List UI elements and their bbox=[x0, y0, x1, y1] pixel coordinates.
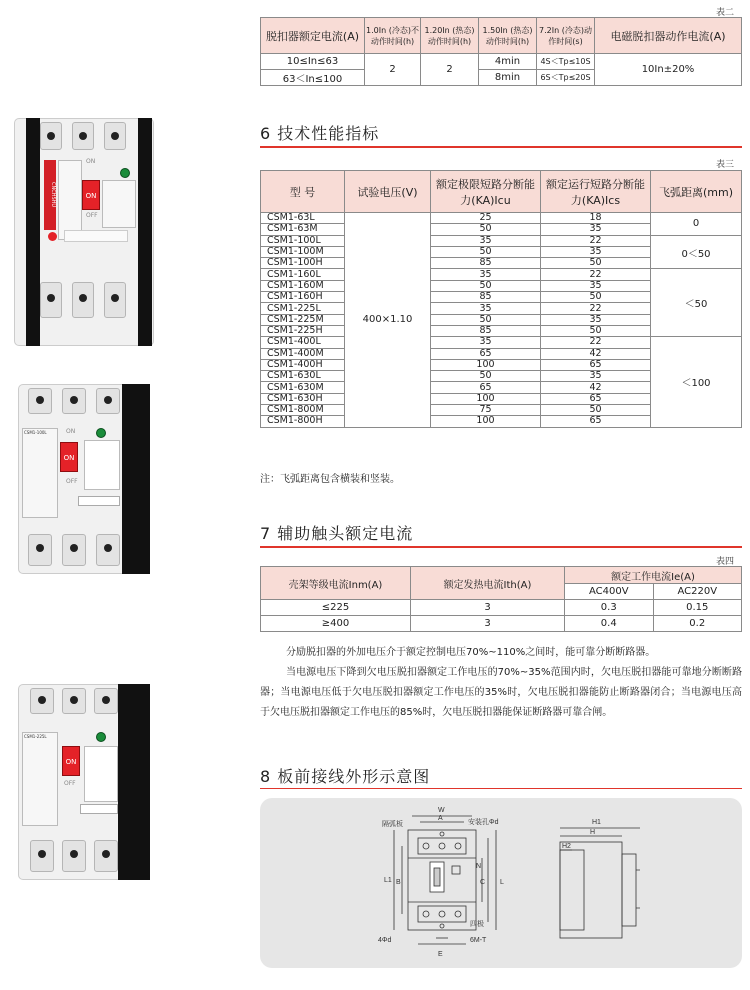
table3-row bbox=[261, 235, 742, 246]
table3-cell: 35 bbox=[431, 337, 541, 348]
table3-cell: 50 bbox=[431, 371, 541, 382]
breaker-spec-label bbox=[84, 440, 120, 490]
table2-header: 7.2In (冷态)动作时间(s) bbox=[537, 18, 595, 54]
breaker-handle: ON bbox=[62, 746, 80, 776]
table3 bbox=[260, 170, 742, 428]
table3-tag: 表三 bbox=[716, 160, 735, 170]
table4-cell: 0.4 bbox=[565, 616, 654, 632]
paragraph-1: 分励脱扣器的外加电压介于额定控制电压70%~110%之间时，能可靠分断断路器。 bbox=[286, 647, 656, 658]
table3-header: 额定运行短路分断能力(KA)Ics bbox=[541, 171, 651, 213]
table2-header: 1.50In (热态)动作时间(h) bbox=[479, 18, 537, 54]
dim-l: L bbox=[500, 879, 504, 886]
certification-mark bbox=[96, 732, 106, 742]
table2-cell: 2 bbox=[421, 54, 479, 86]
table3-cell: CSM1-225H bbox=[261, 325, 345, 336]
table3-cell: 50 bbox=[541, 325, 651, 336]
table3-cell: ＜100 bbox=[651, 337, 742, 427]
table3-cell: CSM1-400L bbox=[261, 337, 345, 348]
table2-cell: 10≤In≤63 bbox=[261, 54, 365, 70]
table3-cell: 50 bbox=[541, 405, 651, 416]
table3-cell: CSM1-630H bbox=[261, 393, 345, 404]
table3-cell: CSM1-400H bbox=[261, 359, 345, 370]
table3-cell: 65 bbox=[541, 359, 651, 370]
breaker-on-text: ON bbox=[66, 428, 76, 435]
table3-cell: CSM1-800M bbox=[261, 405, 345, 416]
breaker-spec-label bbox=[102, 180, 136, 228]
table3-cell: 100 bbox=[431, 359, 541, 370]
table4-cell: ≥400 bbox=[261, 616, 411, 632]
table3-cell: 0 bbox=[651, 213, 742, 236]
dim-a: A bbox=[438, 815, 443, 822]
table4-cell: ≤225 bbox=[261, 600, 411, 616]
table3-cell: 42 bbox=[541, 348, 651, 359]
table2-header: 1.20In (热态)动作时间(h) bbox=[421, 18, 479, 54]
table2-cell: 63＜In≤100 bbox=[261, 70, 365, 86]
label-arc-plate: 隔弧板 bbox=[382, 821, 403, 828]
breaker-handle: ON bbox=[60, 442, 78, 472]
table2-cell: 4S＜Tp≤10S bbox=[537, 54, 595, 70]
breaker-spec-label bbox=[84, 746, 118, 802]
dim-e: E bbox=[438, 951, 443, 958]
table3-cell: 35 bbox=[431, 269, 541, 280]
table3-cell: CSM1-225L bbox=[261, 303, 345, 314]
table3-header: 型 号 bbox=[261, 171, 345, 213]
table3-cell: 400×1.10 bbox=[345, 213, 431, 428]
table4-header: 额定发热电流Ith(A) bbox=[411, 567, 565, 600]
table3-cell: CSM1-100L bbox=[261, 235, 345, 246]
table3-cell: 85 bbox=[431, 292, 541, 303]
table3-cell: 35 bbox=[541, 371, 651, 382]
dim-h2: H2 bbox=[562, 843, 571, 850]
certification-mark bbox=[96, 428, 106, 438]
label-mount-hole: 安装孔Φd bbox=[468, 819, 499, 826]
table3-cell: 50 bbox=[431, 280, 541, 291]
section8-title: 8 板前接线外形示意图 bbox=[260, 767, 431, 786]
table3-cell: 35 bbox=[541, 246, 651, 257]
table3-cell: 35 bbox=[541, 314, 651, 325]
table3-cell: CSM1-160M bbox=[261, 280, 345, 291]
table3-cell: 18 bbox=[541, 213, 651, 224]
table3-cell: 42 bbox=[541, 382, 651, 393]
table4-header: AC220V bbox=[653, 584, 742, 600]
breaker-handle: ON bbox=[82, 180, 100, 210]
table3-row bbox=[261, 337, 742, 348]
section7-title: 7 辅助触头额定电流 bbox=[260, 524, 414, 543]
table4-tag: 表四 bbox=[716, 557, 735, 567]
table3-cell: CSM1-800H bbox=[261, 416, 345, 427]
outline-diagram bbox=[260, 798, 742, 968]
breaker-off-text: OFF bbox=[64, 780, 76, 787]
table3-cell: CSM1-100H bbox=[261, 258, 345, 269]
table4-header: 壳架等级电流Inm(A) bbox=[261, 567, 411, 600]
table3-cell: 75 bbox=[431, 405, 541, 416]
breaker-photo-2 bbox=[18, 384, 150, 574]
table3-cell: CSM1-63L bbox=[261, 213, 345, 224]
breaker-label: CSM1-100L bbox=[22, 428, 58, 518]
table3-cell: 65 bbox=[431, 382, 541, 393]
table3-row bbox=[261, 269, 742, 280]
table2-header: 1.0In (冷态)不动作时间(h) bbox=[365, 18, 421, 54]
breaker-off-text: OFF bbox=[66, 478, 78, 485]
table3-cell: 65 bbox=[541, 393, 651, 404]
table3-cell: CSM1-400M bbox=[261, 348, 345, 359]
breaker-brand: CNCHSHU bbox=[44, 160, 56, 230]
table4-cell: 0.15 bbox=[653, 600, 742, 616]
table3-cell: 35 bbox=[541, 280, 651, 291]
table3-cell: CSM1-63M bbox=[261, 224, 345, 235]
table4-header: 额定工作电流Ie(A) bbox=[565, 567, 742, 584]
dim-h1: H1 bbox=[592, 819, 601, 826]
table3-cell: 35 bbox=[541, 224, 651, 235]
table3-cell: 35 bbox=[431, 303, 541, 314]
table3-cell: 0＜50 bbox=[651, 235, 742, 269]
label-thread: 6M-T bbox=[470, 937, 487, 944]
table3-cell: 65 bbox=[431, 348, 541, 359]
section6-title: 6 技术性能指标 bbox=[260, 124, 380, 143]
table3-cell: CSM1-100M bbox=[261, 246, 345, 257]
table3-cell: 50 bbox=[541, 292, 651, 303]
dim-h: H bbox=[590, 829, 596, 836]
breaker-on-text: ON bbox=[86, 158, 96, 165]
table4-cell: 0.3 bbox=[565, 600, 654, 616]
dim-w: W bbox=[438, 807, 445, 814]
breaker-label bbox=[58, 160, 82, 240]
table4-cell: 3 bbox=[411, 616, 565, 632]
table4 bbox=[260, 566, 742, 632]
table3-cell: CSM1-160L bbox=[261, 269, 345, 280]
table2-cell: 8min bbox=[479, 70, 537, 86]
table4-cell: 3 bbox=[411, 600, 565, 616]
table3-cell: 50 bbox=[541, 258, 651, 269]
table4-header: AC400V bbox=[565, 584, 654, 600]
table4-cell: 0.2 bbox=[653, 616, 742, 632]
dim-c: C bbox=[480, 879, 486, 886]
table3-cell: 22 bbox=[541, 303, 651, 314]
test-button bbox=[48, 232, 57, 241]
table2-header: 脱扣器额定电流(A) bbox=[261, 18, 365, 54]
table3-cell: 50 bbox=[431, 224, 541, 235]
table3-cell: 25 bbox=[431, 213, 541, 224]
table3-cell: 22 bbox=[541, 337, 651, 348]
table3-cell: CSM1-630M bbox=[261, 382, 345, 393]
table3-cell: 85 bbox=[431, 258, 541, 269]
breaker-label: CSM1-225L bbox=[22, 732, 58, 826]
outline-diagram-svg bbox=[260, 798, 742, 968]
dim-l1: L1 bbox=[384, 877, 392, 884]
table3-header: 额定极限短路分断能力(KA)Icu bbox=[431, 171, 541, 213]
table2-header: 电磁脱扣器动作电流(A) bbox=[595, 18, 742, 54]
table2-cell: 6S＜Tp≤20S bbox=[537, 70, 595, 86]
table2-tag: 表二 bbox=[716, 8, 735, 18]
table3-cell: CSM1-225M bbox=[261, 314, 345, 325]
table3-cell: 100 bbox=[431, 393, 541, 404]
paragraph-2: 当电源电压下降到欠电压脱扣器额定工作电压的70%~35%范围内时，欠电压脱扣器能可靠地分断断路器；当电源电压低于欠电压脱扣器额定工作电压的35%时，欠电压脱扣器能防止断路器闭合；当电源电压高于欠电压脱扣器额定工作电压的85%时，欠电压脱扣器能保证断路器可靠合闸。 bbox=[260, 667, 742, 718]
table2-cell: 2 bbox=[365, 54, 421, 86]
table3-cell: 50 bbox=[431, 314, 541, 325]
table3-cell: 22 bbox=[541, 235, 651, 246]
table2-cell: 4min bbox=[479, 54, 537, 70]
dim-n: N bbox=[476, 863, 482, 870]
table3-row bbox=[261, 213, 742, 224]
label-holes: 4Φd bbox=[378, 937, 392, 944]
table3-cell: 50 bbox=[431, 246, 541, 257]
table3-cell: 65 bbox=[541, 416, 651, 427]
table3-cell: 85 bbox=[431, 325, 541, 336]
table3-cell: 100 bbox=[431, 416, 541, 427]
dim-b: B bbox=[396, 879, 401, 886]
breaker-photo-3 bbox=[18, 684, 150, 880]
table3-cell: ＜50 bbox=[651, 269, 742, 337]
table2-cell: 10In±20% bbox=[595, 54, 742, 86]
label-four-pole: 四极 bbox=[470, 921, 484, 928]
table3-header: 试验电压(V) bbox=[345, 171, 431, 213]
table3-cell: CSM1-160H bbox=[261, 292, 345, 303]
table3-note: 注：飞弧距离包含横装和竖装。 bbox=[260, 474, 400, 485]
table2 bbox=[260, 17, 742, 86]
breaker-off-text: OFF bbox=[86, 212, 98, 219]
table3-header: 飞弧距离(mm) bbox=[651, 171, 742, 213]
table3-cell: 22 bbox=[541, 269, 651, 280]
table3-cell: 35 bbox=[431, 235, 541, 246]
table3-cell: CSM1-630L bbox=[261, 371, 345, 382]
certification-mark bbox=[120, 168, 130, 178]
breaker-photo-1 bbox=[14, 118, 154, 346]
